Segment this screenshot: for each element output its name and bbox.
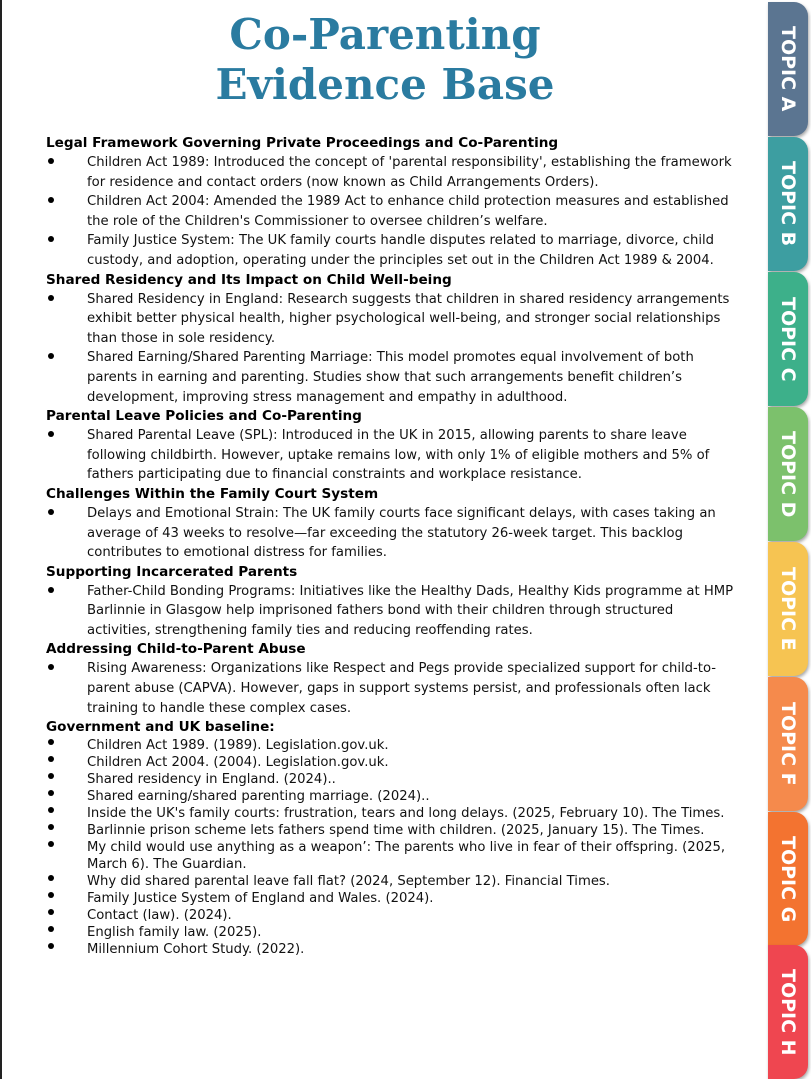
reference-item: English family law. (2025). bbox=[46, 924, 738, 941]
reference-item: Family Justice System of England and Wales. (2024). bbox=[46, 890, 738, 907]
tab-label: TOPIC G bbox=[777, 835, 799, 923]
document-body bbox=[46, 134, 738, 958]
list-item: Rising Awareness: Organizations like Respect and Pegs provide specialized support for child-to-parent abuse (CAPVA). However, gaps in support systems persist, and professionals often lack training to handle these complex cases. bbox=[46, 659, 738, 718]
tab-topic-c[interactable] bbox=[768, 272, 808, 406]
list-item: Shared Parental Leave (SPL): Introduced in the UK in 2015, allowing parents to share leave following childbirth. However, uptake remains low, with only 1% of eligible mothers and 5% of fathers participating due to financial constraints and workplace resistance. bbox=[46, 426, 738, 485]
tab-label: TOPIC B bbox=[777, 161, 799, 247]
tab-topic-d[interactable] bbox=[768, 407, 808, 541]
reference-item: Barlinnie prison scheme lets fathers spend time with children. (2025, January 15). The Times. bbox=[46, 822, 738, 839]
topic-tab-strip bbox=[766, 0, 811, 1079]
tab-label: TOPIC D bbox=[777, 430, 799, 518]
title-line-1: Co-Parenting bbox=[229, 10, 541, 59]
reference-item: Why did shared parental leave fall flat? (2024, September 12). Financial Times. bbox=[46, 873, 738, 890]
bullet-list bbox=[46, 153, 738, 271]
reference-item: Children Act 1989. (1989). Legislation.gov.uk. bbox=[46, 737, 738, 754]
page-title bbox=[2, 10, 768, 110]
reference-list bbox=[46, 737, 738, 958]
section-incarcerated-parents bbox=[46, 563, 738, 641]
tab-label: TOPIC A bbox=[777, 26, 799, 112]
list-item: Family Justice System: The UK family courts handle disputes related to marriage, divorce, child custody, and adoption, operating under the principles set out in the Children Act 1989 & 2004. bbox=[46, 231, 738, 270]
tab-topic-h[interactable] bbox=[768, 945, 808, 1079]
reference-item: Children Act 2004. (2004). Legislation.gov.uk. bbox=[46, 754, 738, 771]
tab-label: TOPIC H bbox=[777, 968, 799, 1056]
bullet-list bbox=[46, 290, 738, 408]
section-heading: Parental Leave Policies and Co-Parenting bbox=[46, 408, 362, 425]
reference-item: Millennium Cohort Study. (2022). bbox=[46, 941, 738, 958]
list-item: Children Act 1989: Introduced the concept of 'parental responsibility', establishing the framework for residence and contact orders (now known as Child Arrangements Orders). bbox=[46, 153, 738, 192]
section-heading: Legal Framework Governing Private Proceedings and Co-Parenting bbox=[46, 135, 559, 151]
references-heading: Government and UK baseline: bbox=[46, 719, 275, 736]
tab-label: TOPIC F bbox=[777, 702, 799, 786]
list-item: Father-Child Bonding Programs: Initiatives like the Healthy Dads, Healthy Kids programme at HMP Barlinnie in Glasgow help imprisoned fathers bond with their children through structured activities, strengthening family ties and reducing reoffending rates. bbox=[46, 582, 738, 641]
bullet-list bbox=[46, 426, 738, 485]
tab-topic-e[interactable] bbox=[768, 542, 808, 676]
reference-item: Shared residency in England. (2024).. bbox=[46, 771, 738, 788]
list-item: Shared Residency in England: Research suggests that children in shared residency arrangements exhibit better physical health, higher psychological well-being, and stronger social relationships than those in sole residency. bbox=[46, 290, 738, 349]
reference-item: Inside the UK's family courts: frustration, tears and long delays. (2025, February 10). The Times. bbox=[46, 805, 738, 822]
tab-topic-g[interactable] bbox=[768, 812, 808, 946]
bullet-list bbox=[46, 659, 738, 718]
reference-item: Shared earning/shared parenting marriage. (2024).. bbox=[46, 788, 738, 805]
section-legal-framework bbox=[46, 134, 738, 271]
reference-item: My child would use anything as a weapon’: The parents who live in fear of their offspring. (2025, March 6). The Guardian. bbox=[46, 839, 738, 873]
section-heading: Shared Residency and Its Impact on Child Well-being bbox=[46, 271, 452, 288]
title-line-2: Evidence Base bbox=[215, 60, 555, 109]
section-shared-residency bbox=[46, 271, 738, 408]
list-item: Delays and Emotional Strain: The UK family courts face significant delays, with cases taking an average of 43 weeks to resolve—far exceeding the statutory 26-week target. This backlog contributes to emotional distress for families. bbox=[46, 504, 738, 563]
section-heading: Supporting Incarcerated Parents bbox=[46, 563, 298, 580]
tab-topic-a[interactable] bbox=[768, 2, 808, 136]
tab-topic-b[interactable] bbox=[768, 137, 808, 271]
bullet-list bbox=[46, 582, 738, 641]
section-family-court bbox=[46, 485, 738, 563]
bullet-list bbox=[46, 504, 738, 563]
section-heading: Addressing Child-to-Parent Abuse bbox=[46, 641, 306, 658]
section-heading: Challenges Within the Family Court System bbox=[46, 485, 379, 502]
list-item: Children Act 2004: Amended the 1989 Act to enhance child protection measures and established the role of the Children's Commissioner to oversee children’s welfare. bbox=[46, 192, 738, 231]
tab-label: TOPIC E bbox=[777, 567, 799, 651]
list-item: Shared Earning/Shared Parenting Marriage: This model promotes equal involvement of both parents in earning and parenting. Studies show that such arrangements benefit children’s development, improving stress management and empathy in adulthood. bbox=[46, 348, 738, 407]
section-references bbox=[46, 718, 738, 958]
section-parental-leave bbox=[46, 407, 738, 485]
tab-topic-f[interactable] bbox=[768, 677, 808, 811]
reference-item: Contact (law). (2024). bbox=[46, 907, 738, 924]
section-child-to-parent-abuse bbox=[46, 640, 738, 718]
tab-label: TOPIC C bbox=[777, 296, 799, 382]
